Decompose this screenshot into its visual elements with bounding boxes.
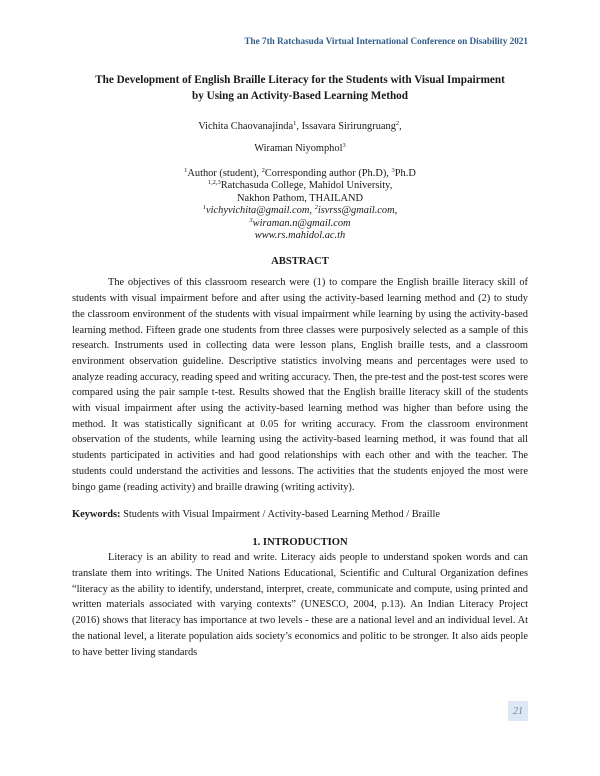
page-body <box>72 72 528 671</box>
introduction-paragraph: Literacy is an ability to read and write. Literacy aids people to understand spoken words and can translate them into writings. The United Nations Educational, Scientific and Cultural Organization defines “literacy as the ability to identify, understand, interpret, create, communicate and compute, using printed and written materials associated with varying contexts” (UNESCO, 2004, p.13). An Indian Literacy Project (2016) shows that literacy has importance at two levels - these are a national level and an individual level. At the national level, a literate population aids society’s economics and politic to be stronger. It also aids people to have better living standards <box>72 552 528 658</box>
author-list: Vichita Chaovanajinda$^1$, Issavara Sirirungruang$^2$, Wiraman Niyomphol$^3$ <box>198 120 402 154</box>
author-3-sup: 3 <box>342 142 346 149</box>
paper-title <box>72 72 528 104</box>
email-1-sup: 1 <box>202 204 207 212</box>
page-number: 21 <box>508 701 528 721</box>
role-2-sup: 2 <box>261 167 265 174</box>
role-2-text: Corresponding author (Ph.D), <box>264 168 392 179</box>
author-2-name: Issavara Sirirungruang <box>301 121 396 132</box>
role-1-text: Author (student), <box>187 168 262 179</box>
role-1-sup: 1 <box>184 167 188 174</box>
college-sup: 1,2,3 <box>207 179 221 187</box>
abstract-heading: ABSTRACT <box>271 256 329 268</box>
email-line-2 <box>72 218 528 230</box>
abstract-paragraph: The objectives of this classroom research were (1) to compare the English braille literacy skill of students with visual impairment before and after using the activity-based learning method and (2) to study the classroom environment of the students with visual impairment while learning by using the activity-based learning method. Fifteen grade one students from three classes were purposively selected as a sample of this research. Instruments used in collecting data were lesson plans, English braille tests, and a classroom environment observation guideline. Descriptive statistics involving means and percentages were used to analyze reading accuracy, reading speed and writing accuracy. Then, the pre-test and the post-test scores were compared using the pair sample t-test. Results showed that the English braille literacy skill of the students with visual impairment after using the activity-based learning method was higher than before using the method. It was statistically significant at 0.05 for writing accuracy. From the classroom environment observation of the students, while learning using the activity-based learning method, it was found that all students participated in activities and had good relationships with each other and with the teacher. The students could understand the activities and lessons. The activities that the students enjoyed the most were bingo game (reading activity) and braille drawing (writing activity). <box>72 277 529 493</box>
author-1-name: Vichita Chaovanajinda <box>198 121 294 132</box>
author-2-sup: 2 <box>395 120 400 127</box>
email-line-1 <box>72 205 528 217</box>
college-line <box>72 180 528 192</box>
author-3-name: Wiraman Niyomphol <box>254 143 343 154</box>
conference-header: The 7th Ratchasuda Virtual International Conference on Disability 2021 <box>244 36 528 46</box>
author-1-sup: 1 <box>293 120 297 127</box>
keywords-line <box>72 509 528 520</box>
author-roles <box>72 168 528 180</box>
email-1-link[interactable]: vichyvichita@gmail.com, <box>206 205 315 217</box>
title-line-2: by Using an Activity-Based Learning Method <box>192 90 408 102</box>
email-2-sup: 2 <box>314 204 318 212</box>
role-3-text: Ph.D <box>394 168 416 179</box>
website-link[interactable]: www.rs.mahidol.ac.th <box>254 230 346 242</box>
college-name: Ratchasuda College, Mahidol University, <box>220 180 393 192</box>
location-line: Nakhon Pathom, THAILAND <box>237 192 363 204</box>
role-3-sup: 3 <box>391 167 395 174</box>
email-3-link[interactable]: wiraman.n@gmail.com <box>252 217 351 229</box>
introduction-heading: 1. INTRODUCTION <box>252 537 348 549</box>
keywords-text: Students with Visual Impairment / Activity-based Learning Method / Braille <box>123 509 441 521</box>
affiliation-block <box>72 168 528 242</box>
email-3-sup: 3 <box>249 216 253 224</box>
title-line-1: The Development of English Braille Literacy for the Students with Visual Impairment <box>95 74 505 86</box>
keywords-label: Keywords: <box>72 509 121 521</box>
email-2-link[interactable]: isvrss@gmail.com, <box>317 205 398 217</box>
